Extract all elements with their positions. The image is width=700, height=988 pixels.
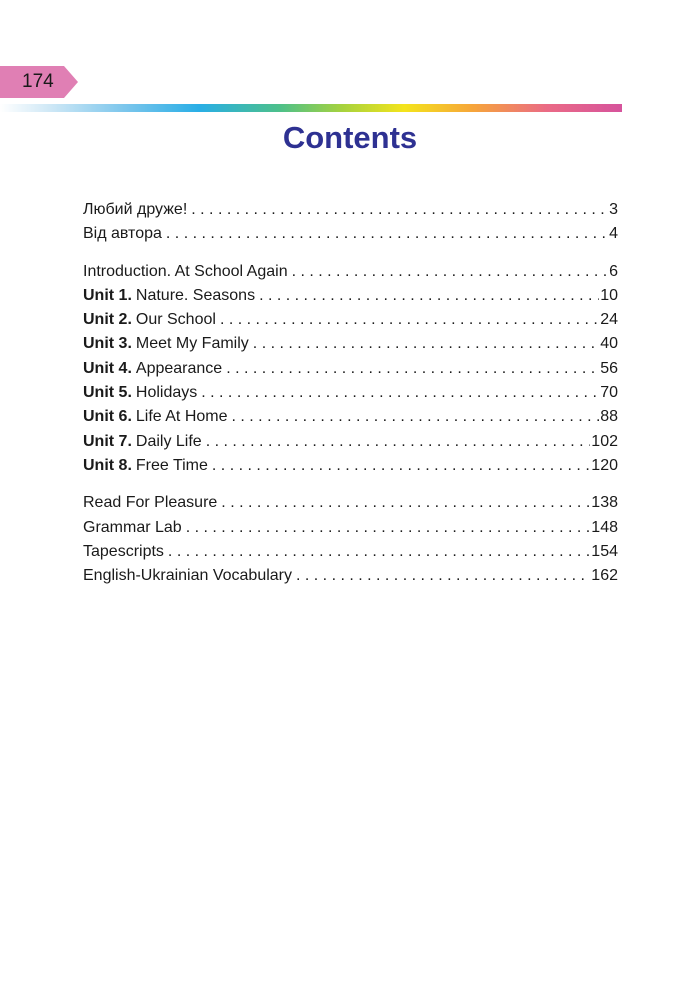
toc-leader-dots xyxy=(220,308,599,332)
toc-unit-number: Unit 8. xyxy=(83,456,132,474)
toc-leader-dots xyxy=(212,454,590,478)
toc-entry-label: Holidays xyxy=(135,384,198,402)
toc-entry-unit-5[interactable] xyxy=(83,381,618,405)
toc-entry-page: 24 xyxy=(600,311,618,329)
toc-entry-unit-1[interactable] xyxy=(83,284,618,308)
toc-entry-page: 6 xyxy=(609,262,618,280)
toc-unit-number: Unit 6. xyxy=(83,408,132,426)
toc-entry-label: Tapescripts xyxy=(83,542,164,560)
toc-entry-page: 154 xyxy=(591,542,618,560)
toc-entry-label: Від автора xyxy=(83,225,162,243)
toc-leader-dots xyxy=(166,222,608,246)
toc-entry-label: Любий друже! xyxy=(83,201,188,218)
toc-leader-dots xyxy=(232,405,600,429)
toc-leader-dots xyxy=(292,260,609,284)
toc-entry-label: Life At Home xyxy=(135,408,228,426)
toc-leader-dots xyxy=(206,430,591,454)
toc-entry-label: Introduction. At School Again xyxy=(83,262,288,280)
toc-entry-page: 40 xyxy=(600,335,618,353)
toc-leader-dots xyxy=(221,491,590,515)
toc-entry-grammar-lab[interactable] xyxy=(83,516,618,540)
toc-entry-page: 70 xyxy=(600,384,618,402)
toc-leader-dots xyxy=(168,540,590,564)
toc-leader-dots xyxy=(296,564,590,588)
toc-entry-page: 3 xyxy=(609,201,618,218)
toc-leader-dots xyxy=(201,381,599,405)
toc-unit-number: Unit 3. xyxy=(83,335,132,353)
toc-entry-unit-4[interactable] xyxy=(83,357,618,381)
toc-entry-page: 162 xyxy=(591,567,618,585)
toc-entry-page: 148 xyxy=(591,518,618,536)
header-rainbow-bar xyxy=(0,104,622,112)
toc-unit-number: Unit 2. xyxy=(83,311,132,329)
toc-unit-number: Unit 4. xyxy=(83,359,132,377)
page-number: 174 xyxy=(22,71,54,92)
toc-entry-page: 138 xyxy=(591,494,618,512)
toc-entry-label: Nature. Seasons xyxy=(135,286,256,304)
toc-entry-unit-2[interactable] xyxy=(83,308,618,332)
toc-entry-label: Appearance xyxy=(135,359,223,377)
toc-entry-label: English-Ukrainian Vocabulary xyxy=(83,567,292,585)
toc-entry-label: Our School xyxy=(135,311,216,329)
toc-entry-label: Read For Pleasure xyxy=(83,494,218,512)
toc-leader-dots xyxy=(226,357,599,381)
toc-leader-dots xyxy=(253,332,599,356)
toc-leader-dots xyxy=(186,516,591,540)
toc-entry-page: 88 xyxy=(600,408,618,426)
toc-entry-label: Free Time xyxy=(135,456,208,474)
toc-entry-unit-6[interactable] xyxy=(83,405,618,429)
toc-entry-page: 10 xyxy=(600,286,618,304)
toc-entry-unit-7[interactable] xyxy=(83,430,618,454)
toc-leader-dots xyxy=(191,198,608,222)
table-of-contents xyxy=(83,198,618,588)
toc-entry-page: 4 xyxy=(609,225,618,243)
toc-entry-introduction[interactable] xyxy=(83,260,618,284)
toc-entry-page: 102 xyxy=(591,432,618,450)
toc-entry-vocabulary[interactable] xyxy=(83,564,618,588)
toc-unit-number: Unit 5. xyxy=(83,384,132,402)
page-title: Contents xyxy=(282,120,418,155)
toc-entry-page: 56 xyxy=(600,359,618,377)
toc-entry-unit-8[interactable] xyxy=(83,454,618,478)
toc-entry-unit-3[interactable] xyxy=(83,332,618,356)
toc-unit-number: Unit 1. xyxy=(83,286,132,304)
toc-entry-from-author[interactable] xyxy=(83,222,618,246)
toc-entry-label: Grammar Lab xyxy=(83,518,182,536)
toc-entry-dear-friend[interactable] xyxy=(83,198,618,222)
toc-entry-tapescripts[interactable] xyxy=(83,540,618,564)
toc-entry-read-for-pleasure[interactable] xyxy=(83,491,618,515)
toc-leader-dots xyxy=(259,284,599,308)
toc-entry-page: 120 xyxy=(591,456,618,474)
toc-entry-label: Daily Life xyxy=(135,432,202,450)
toc-entry-label: Meet My Family xyxy=(135,335,249,353)
toc-unit-number: Unit 7. xyxy=(83,432,132,450)
